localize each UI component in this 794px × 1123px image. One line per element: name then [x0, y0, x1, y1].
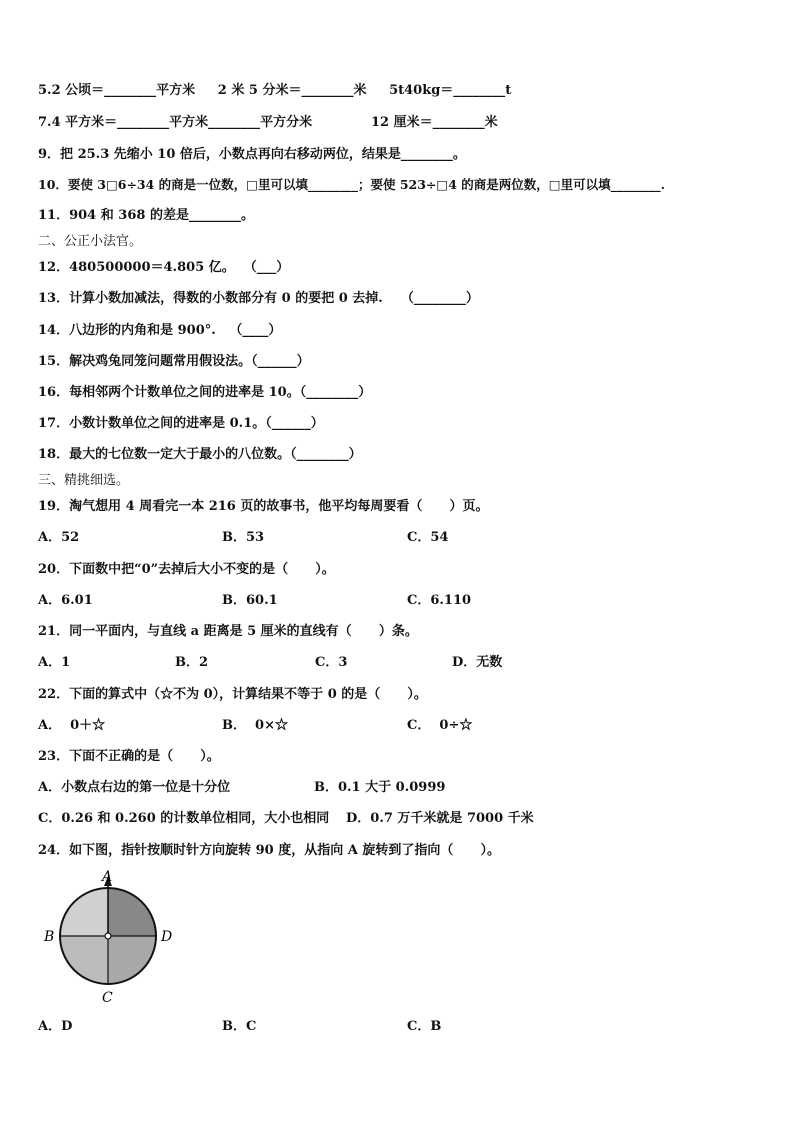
option-c: C． 0÷☆ — [407, 718, 473, 733]
option-b: B．2 — [175, 655, 209, 670]
option-a: A．6.01 — [38, 593, 93, 608]
option-a: A．1 — [38, 655, 71, 670]
section-heading-2: 二、公正小法官。 — [38, 234, 143, 249]
question-9: 9．把 25.3 先缩小 10 倍后，小数点再向右移动两位，结果是________。 — [38, 147, 466, 162]
label-b: B — [44, 929, 55, 945]
option-c: C．B — [407, 1019, 442, 1034]
option-d: D．0.7 万千米就是 7000 千米 — [346, 811, 534, 826]
option-c: C．54 — [407, 530, 449, 545]
question-23: 23．下面不正确的是（ ）。 — [38, 749, 220, 764]
option-b: B．0.1 大于 0.0999 — [314, 780, 446, 795]
dial-center — [105, 933, 111, 939]
question-20: 20．下面数中把“0”去掉后大小不变的是（ ）。 — [38, 562, 335, 577]
label-c: C — [102, 990, 113, 1006]
question-18: 18．最大的七位数一定大于最小的八位数。（________） — [38, 447, 362, 462]
question-12: 12．480500000＝4.805 亿。 （___） — [38, 260, 290, 275]
question-11: 11．904 和 368 的差是________。 — [38, 208, 254, 223]
option-a: A．小数点右边的第一位是十分位 — [38, 780, 231, 795]
label-a: A — [102, 869, 113, 885]
compass-dial-figure — [38, 866, 178, 1006]
question-13: 13．计算小数加减法，得数的小数部分有 0 的要把 0 去掉. （________） — [38, 291, 479, 306]
question-16: 16．每相邻两个计数单位之间的进率是 10。（________） — [38, 385, 372, 400]
question-text: 7.4 平方米＝________平方米________平方分米 12 厘米＝________米 — [38, 115, 498, 130]
option-c: C．6.110 — [407, 593, 472, 608]
option-b: B．C — [222, 1019, 257, 1034]
question-15: 15．解决鸡兔同笼问题常用假设法。（______） — [38, 354, 310, 369]
question-22: 22．下面的算式中（☆不为 0），计算结果不等于 0 的是（ ）。 — [38, 687, 427, 702]
option-c: C．3 — [315, 655, 348, 670]
question-21: 21．同一平面内，与直线 a 距离是 5 厘米的直线有（ ）条。 — [38, 624, 418, 639]
option-a: A．D — [38, 1019, 73, 1034]
question-17: 17．小数计数单位之间的进率是 0.1。（______） — [38, 416, 324, 431]
option-c: C．0.26 和 0.260 的计数单位相同，大小也相同 — [38, 811, 330, 826]
question-24: 24．如下图，指针按顺时针方向旋转 90 度，从指向 A 旋转到了指向（ ）。 — [38, 843, 501, 858]
option-d: D．无数 — [452, 655, 503, 670]
option-a: A． 0＋☆ — [38, 718, 106, 733]
option-b: B． 0×☆ — [222, 718, 288, 733]
option-b: B．53 — [222, 530, 265, 545]
option-a: A．52 — [38, 530, 80, 545]
question-19: 19．淘气想用 4 周看完一本 216 页的故事书，他平均每周要看（ ）页。 — [38, 499, 489, 514]
section-heading-3: 三、精挑细选。 — [38, 473, 130, 488]
label-d: D — [161, 929, 173, 945]
option-b: B．60.1 — [222, 593, 278, 608]
question-14: 14．八边形的内角和是 900°. （____） — [38, 323, 282, 338]
question-text: 5.2 公顷＝________平方米 2 米 5 分米＝________米 5t40kg＝________t — [38, 83, 512, 98]
question-10: 10．要使 3□6÷34 的商是一位数，□里可以填________；要使 523÷□4 的商是两位数，□里可以填________. — [38, 177, 665, 192]
